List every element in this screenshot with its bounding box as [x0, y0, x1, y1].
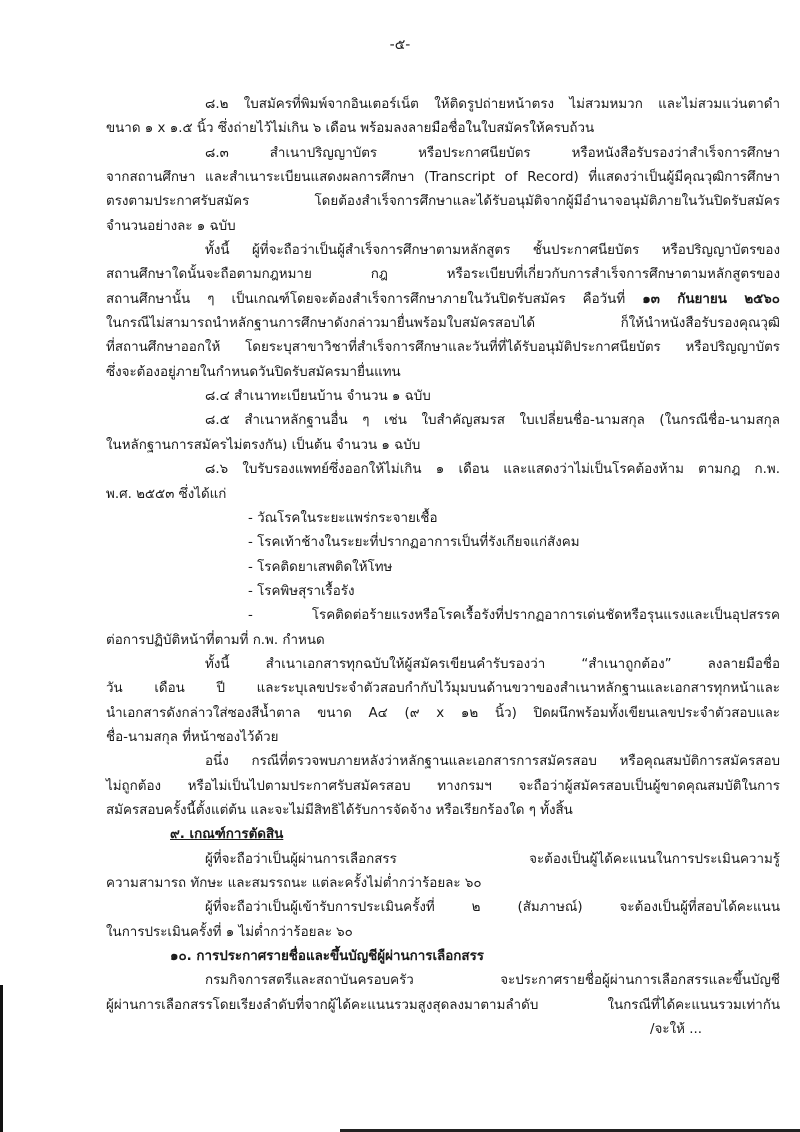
text-line: ความสามารถ ทักษะ และสมรรถนะ แต่ละครั้งไม่ต่ำกว่าร้อยละ ๖๐ — [106, 876, 482, 891]
text-line: ผู้ที่จะถือว่าเป็นผู้ผ่านการเลือกสรร จะต้องเป็นผู้ได้คะแนนในการประเมินความรู้ — [205, 851, 780, 867]
text-line: ๘.๓ สำเนาปริญญาบัตร หรือประกาศนียบัตร หรือหนังสือรับรองว่าสำเร็จการศึกษา — [205, 145, 780, 161]
section-heading-text: ๑๐. การประกาศรายชื่อและขึ้นบัญชีผู้ผ่านการเลือกสรร — [170, 949, 484, 965]
text-line — [106, 288, 780, 312]
text-line: สมัครสอบครั้งนี้ตั้งแต่ต้น และจะไม่มีสิทธิได้รับการจัดจ้าง หรือเรียกร้องใด ๆ ทั้งสิ้น — [106, 802, 573, 818]
list-item: - โรคเท้าช้างในระยะที่ปรากฏอาการเป็นที่รังเกียจแก่สังคม — [248, 535, 580, 551]
text-line: จำนวนอย่างละ ๑ ฉบับ — [106, 218, 236, 234]
text-line: ในกรณีไม่สามารถนำหลักฐานการศึกษาดังกล่าวมายื่นพร้อมใบสมัครสอบได้ ก็ให้นำหนังสือรับรองคุณวุฒิ — [106, 316, 780, 332]
list-item: - โรคพิษสุราเรื้อรัง — [248, 583, 355, 599]
document-body — [106, 93, 780, 1042]
text-line: ในหลักฐานการสมัครไม่ตรงกัน) เป็นต้น จำนวน ๑ ฉบับ — [106, 437, 421, 453]
list-item: - โรคติดยาเสพติดให้โทษ — [248, 559, 393, 575]
text-line: ๘.๔ สำเนาทะเบียนบ้าน จำนวน ๑ ฉบับ — [205, 389, 431, 405]
text-line: จากสถานศึกษา และสำเนาระเบียนแสดงผลการศึกษา (Transcript of Record) ที่แสดงว่าเป็นผู้มีคุณวุฒิการศึกษา — [106, 170, 780, 186]
scan-edge-left — [0, 985, 3, 1132]
continuation-marker: /จะให้ ... — [650, 1022, 702, 1038]
text-line: ไม่ถูกต้อง หรือไม่เป็นไปตามประกาศรับสมัครสอบ ทางกรมฯ จะถือว่าผู้สมัครสอบเป็นผู้ขาดคุณสมบัติในการ — [106, 778, 780, 794]
list-item: - โรคติดต่อร้ายแรงหรือโรคเรื้อรังที่ปรากฏอาการเด่นชัดหรือรุนแรงและเป็นอุปสรรค — [248, 608, 780, 624]
text-line: ซึ่งจะต้องอยู่ภายในกำหนดวันปิดรับสมัครมายื่นแทน — [106, 364, 401, 380]
text-line: กรมกิจการสตรีและสถาบันครอบครัว จะประกาศรายชื่อผู้ผ่านการเลือกสรรและขึ้นบัญชี — [205, 973, 780, 989]
text-line: อนึ่ง กรณีที่ตรวจพบภายหลังว่าหลักฐานและเอกสารการสมัครสอบ หรือคุณสมบัติการสมัครสอบ — [205, 754, 780, 770]
text-line: พ.ศ. ๒๕๕๓ ซึ่งได้แก่ — [106, 486, 227, 502]
text-line: ๘.๕ สำเนาหลักฐานอื่น ๆ เช่น ใบสำคัญสมรส ใบเปลี่ยนชื่อ-นามสกุล (ในกรณีชื่อ-นามสกุล — [205, 413, 780, 429]
text-line: ที่สถานศึกษาออกให้ โดยระบุสาขาวิชาที่สำเร็จการศึกษาและวันที่ที่ได้รับอนุมัติประกาศนียบัตร หรือปริญญาบัตร — [106, 340, 780, 356]
text-line: ขนาด ๑ x ๑.๕ นิ้ว ซึ่งถ่ายไว้ไม่เกิน ๖ เดือน พร้อมลงลายมือชื่อในใบสมัครให้ครบถ้วน — [106, 121, 595, 137]
text-line: ผู้ที่จะถือว่าเป็นผู้เข้ารับการประเมินครั้งที่ ๒ (สัมภาษณ์) จะต้องเป็นผู้ที่สอบได้คะแนน — [205, 900, 780, 916]
section-9-heading — [106, 823, 780, 847]
section-heading-text: ๙. เกณฑ์การตัดสิน — [170, 827, 284, 843]
text-line: ผู้ผ่านการเลือกสรรโดยเรียงลำดับที่จากผู้ได้คะแนนรวมสูงสุดลงมาตามลำดับ ในกรณีที่ได้คะแนนรวมเท่ากัน — [106, 997, 780, 1013]
list-item: - วัณโรคในระยะแพร่กระจายเชื้อ — [248, 510, 438, 526]
text-line: ตรงตามประกาศรับสมัคร โดยต้องสำเร็จการศึกษาและได้รับอนุมัติจากผู้มีอำนาจอนุมัติภายในวันปิดรับสมัคร — [106, 194, 780, 210]
text-line: ๘.๒ ใบสมัครที่พิมพ์จากอินเตอร์เน็ต ให้ติดรูปถ่ายหน้าตรง ไม่สวมหมวก และไม่สวมแว่นตาดำ — [205, 97, 780, 112]
text-line: วัน เดือน ปี และระบุเลขประจำตัวสอบกำกับไว้มุมบนด้านขวาของสำเนาหลักฐานและเอกสารทุกหน้าและ — [106, 681, 780, 697]
text-line: ทั้งนี้ สำเนาเอกสารทุกฉบับให้ผู้สมัครเขียนคำรับรองว่า “สำเนาถูกต้อง” ลงลายมือชื่อ — [205, 656, 780, 672]
text-line: ต่อการปฏิบัติหน้าที่ตามที่ ก.พ. กำหนด — [106, 632, 325, 648]
section-10-heading — [106, 945, 780, 969]
text-line: ในการประเมินครั้งที่ ๑ ไม่ต่ำกว่าร้อยละ ๖๐ — [106, 924, 353, 940]
closing-date: ๑๓ กันยายน ๒๕๖๐ — [642, 291, 780, 307]
text-line: ทั้งนี้ ผู้ที่จะถือว่าเป็นผู้สำเร็จการศึกษาตามหลักสูตร ชั้นประกาศนียบัตร หรือปริญญาบัตรของ — [205, 243, 780, 259]
text-line: ๘.๖ ใบรับรองแพทย์ซึ่งออกให้ไม่เกิน ๑ เดือน และแสดงว่าไม่เป็นโรคต้องห้าม ตามกฎ ก.พ. — [205, 462, 780, 478]
text-segment: สถานศึกษานั้น ๆ เป็นเกณฑ์โดยจะต้องสำเร็จการศึกษาภายในวันปิดรับสมัคร คือวันที่ — [106, 291, 626, 307]
page-number: -๕- — [389, 37, 411, 53]
text-line: ชื่อ-นามสกุล ที่หน้าซองไว้ด้วย — [106, 729, 279, 745]
text-line: นำเอกสารดังกล่าวใส่ซองสีน้ำตาล ขนาด A๔ (๙ x ๑๒ นิ้ว) ปิดผนึกพร้อมทั้งเขียนเลขประจำตัวสอบและ — [106, 705, 780, 721]
text-line: สถานศึกษาใดนั้นจะถือตามกฎหมาย กฎ หรือระเบียบที่เกี่ยวกับการสำเร็จการศึกษาตามหลักสูตรของ — [106, 267, 780, 283]
